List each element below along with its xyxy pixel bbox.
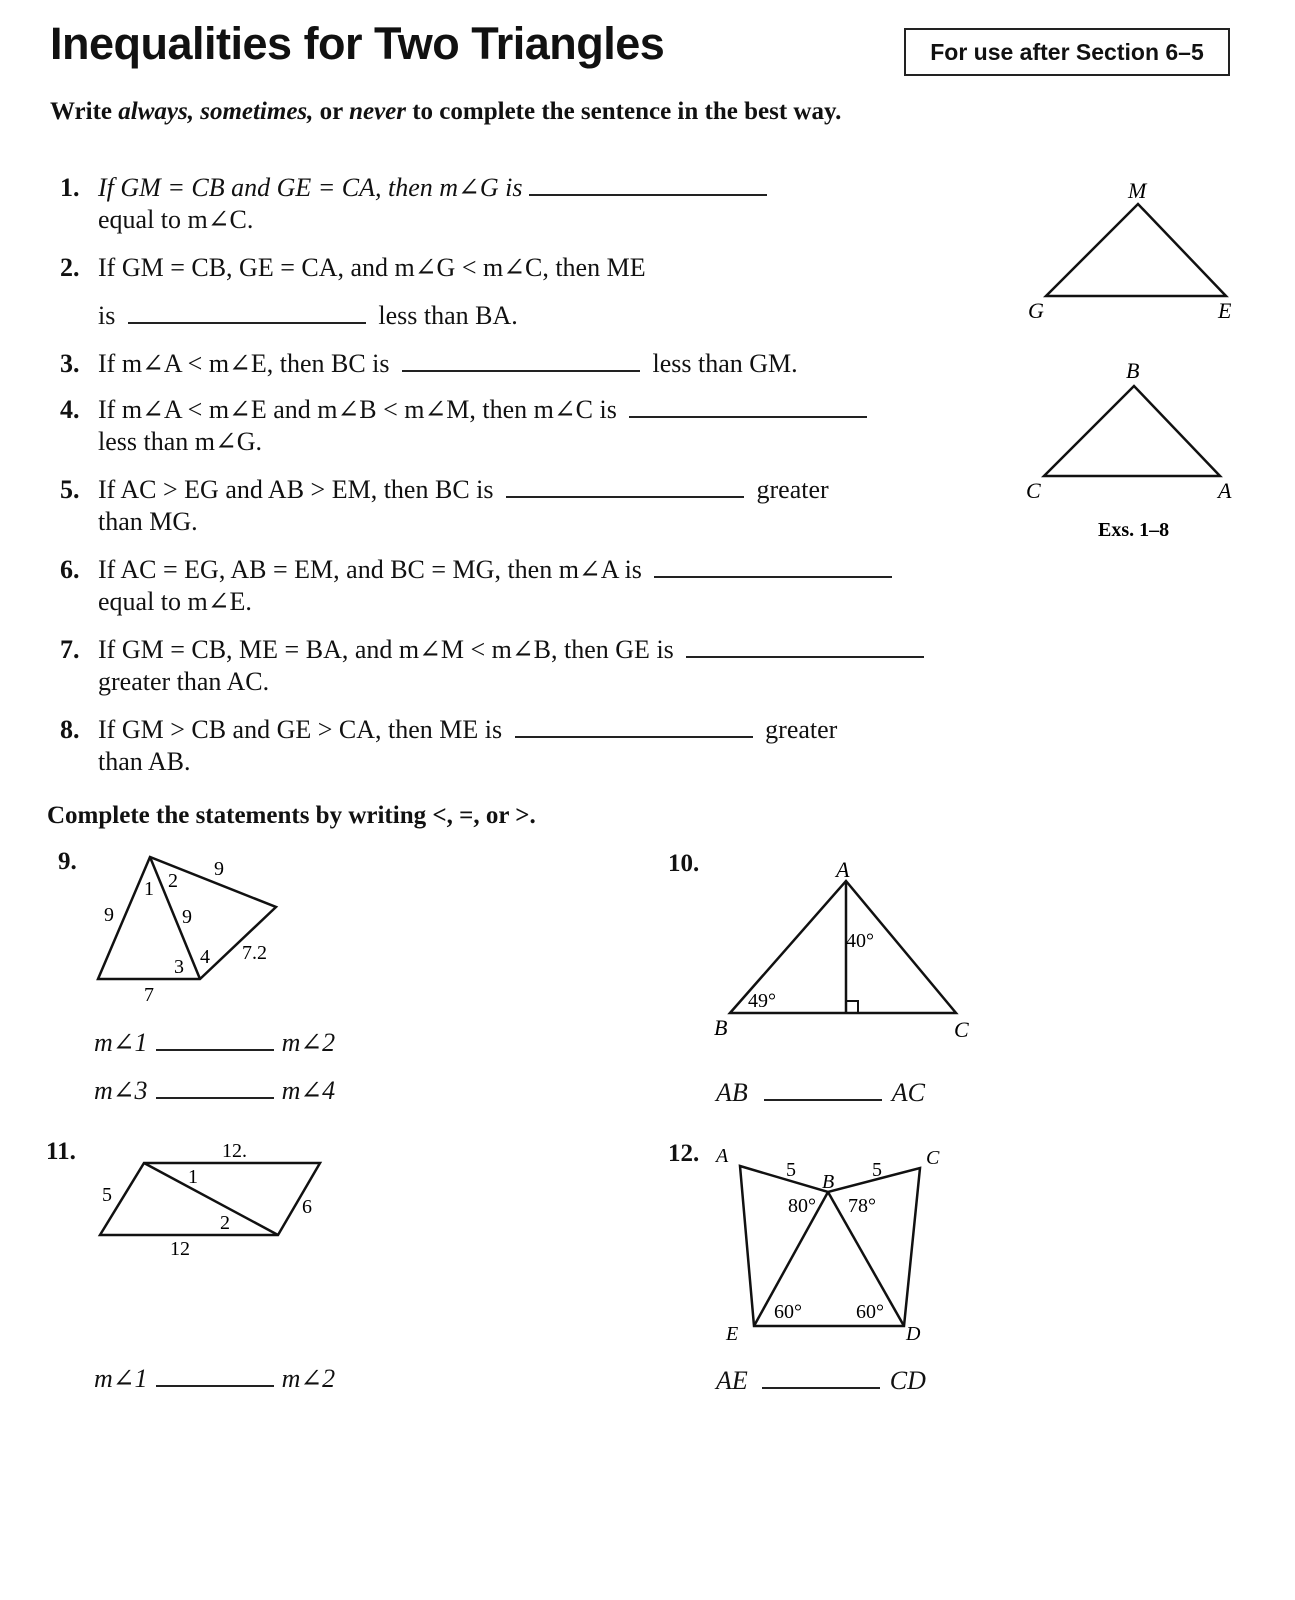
ex9-number: 9. xyxy=(58,848,77,875)
ex11-right: m∠2 xyxy=(281,1364,336,1393)
ex11-number: 11. xyxy=(46,1138,76,1165)
ex11-side-left: 5 xyxy=(102,1184,112,1206)
triangle-gme xyxy=(1028,178,1232,323)
ex11-angle1: 1 xyxy=(188,1166,198,1188)
q8-line2: than AB. xyxy=(98,747,191,776)
ex9-r2-right: m∠4 xyxy=(281,1076,336,1105)
ex9-angle4: 4 xyxy=(200,946,210,968)
triangle-gme-shape xyxy=(1046,204,1226,296)
instr-or: or xyxy=(319,98,343,125)
q2-answer-blank[interactable] xyxy=(128,304,366,324)
q6-number: 6. xyxy=(60,555,80,584)
instr-suffix: to complete the sentence in the best way. xyxy=(412,98,842,125)
q5-number: 5. xyxy=(60,475,80,504)
ex12-left: AE xyxy=(716,1366,748,1395)
ex9-side-top: 9 xyxy=(214,858,224,880)
ex12-blank[interactable] xyxy=(762,1369,880,1389)
ex12-angle-left: 80° xyxy=(788,1195,816,1217)
q8-pre: If GM > CB and GE > CA, then ME is xyxy=(98,715,503,744)
ex10-right-angle-mark xyxy=(846,1001,858,1013)
ex12-side-ab: 5 xyxy=(786,1159,796,1181)
q1-pre: If GM = CB and GE = CA, then m∠G is xyxy=(98,173,523,202)
q8-number: 8. xyxy=(60,715,80,744)
ex9-r2-left: m∠3 xyxy=(94,1076,148,1105)
ex12-label-c: C xyxy=(926,1147,940,1169)
ex10-angle-top: 40° xyxy=(846,930,874,952)
ex11-figure xyxy=(90,1135,340,1265)
ex12-label-d: D xyxy=(906,1323,921,1345)
instructions xyxy=(50,96,870,127)
q7-line2: greater than AC. xyxy=(98,667,270,696)
ex9-angle2: 2 xyxy=(168,870,178,892)
page-title: Inequalities for Two Triangles xyxy=(50,18,665,69)
q3-pre: If m∠A < m∠E, then BC is xyxy=(98,349,390,378)
ex9-r1-right: m∠2 xyxy=(281,1028,336,1057)
q4-pre: If m∠A < m∠E and m∠B < m∠M, then m∠C is xyxy=(98,395,617,424)
q3-post: less than GM. xyxy=(652,349,798,378)
instr-never: never xyxy=(349,98,406,125)
ex12-right: CD xyxy=(889,1366,926,1395)
ex11-left: m∠1 xyxy=(94,1364,148,1393)
q5-pre: If AC > EG and AB > EM, then BC is xyxy=(98,475,494,504)
q6-line2: equal to m∠E. xyxy=(98,587,252,616)
ex10-angle-b: 49° xyxy=(748,990,776,1012)
instr-always: always, xyxy=(118,98,194,125)
q8-answer-blank[interactable] xyxy=(515,718,753,738)
q4-line2: less than m∠G. xyxy=(98,427,263,456)
ex9-r1-blank[interactable] xyxy=(156,1031,274,1051)
ex10-number: 10. xyxy=(668,850,700,877)
q5-post: greater xyxy=(756,475,829,504)
q8-post: greater xyxy=(765,715,838,744)
ex10-left: AB xyxy=(716,1078,748,1107)
ex10-label-c: C xyxy=(954,1017,969,1042)
instr-prefix: Write xyxy=(50,98,119,125)
q2-is: is xyxy=(98,301,116,330)
ex12-label-b: B xyxy=(822,1171,835,1193)
ex11-angle2: 2 xyxy=(220,1212,230,1234)
q6-text xyxy=(98,554,892,586)
label-c: C xyxy=(1026,478,1041,503)
ex12-label-e: E xyxy=(726,1323,739,1345)
ex10-blank[interactable] xyxy=(764,1081,882,1101)
instr-sometimes: sometimes, xyxy=(200,98,314,125)
ex11-compare-row xyxy=(94,1364,335,1394)
q2-post: less than BA. xyxy=(378,301,518,330)
ex10-right: AC xyxy=(891,1078,925,1107)
ex9-compare-row1 xyxy=(94,1028,335,1058)
ex12-label-a: A xyxy=(716,1145,729,1167)
q6-pre: If AC = EG, AB = EM, and BC = MG, then m∠A is xyxy=(98,555,642,584)
label-e: E xyxy=(1218,298,1232,323)
ex9-angle1: 1 xyxy=(144,878,154,900)
q3-answer-blank[interactable] xyxy=(402,352,640,372)
q3-number: 3. xyxy=(60,349,80,378)
ex11-blank[interactable] xyxy=(156,1367,274,1387)
ex10-figure xyxy=(708,855,988,1055)
label-m: M xyxy=(1128,178,1147,203)
q4-number: 4. xyxy=(60,395,80,424)
ex11-diagonal xyxy=(144,1163,278,1235)
q4-answer-blank[interactable] xyxy=(629,398,867,418)
ex12-number: 12. xyxy=(668,1140,700,1167)
q7-pre: If GM = CB, ME = BA, and m∠M < m∠B, then GE is xyxy=(98,635,674,664)
ex12-angle-d: 60° xyxy=(856,1301,884,1323)
q4-text xyxy=(98,394,867,426)
ex12-figure xyxy=(708,1140,958,1350)
q7-answer-blank[interactable] xyxy=(686,638,924,658)
q1-line2: equal to m∠C. xyxy=(98,205,254,234)
ex10-label-a: A xyxy=(836,857,850,882)
q1-text xyxy=(98,172,767,204)
ex9-figure xyxy=(90,845,290,1005)
ex11-side-bottom: 12 xyxy=(170,1238,190,1260)
ex10-label-b: B xyxy=(714,1015,728,1040)
q5-text xyxy=(98,474,829,506)
q1-number: 1. xyxy=(60,173,80,202)
ex9-side-left: 9 xyxy=(104,904,114,926)
q8-text xyxy=(98,714,837,746)
ex9-angle3: 3 xyxy=(174,956,184,978)
q3-text xyxy=(98,348,798,380)
triangle-cba xyxy=(1026,358,1232,503)
q7-number: 7. xyxy=(60,635,80,664)
q7-text xyxy=(98,634,924,666)
q1-answer-blank[interactable] xyxy=(529,176,767,196)
ex10-compare-row xyxy=(716,1078,925,1108)
ex9-side-mid: 9 xyxy=(182,906,192,928)
ex11-side-right: 6 xyxy=(302,1196,312,1218)
triangle-cba-shape xyxy=(1044,386,1220,476)
part2-instruction: Complete the statements by writing <, =, or >. xyxy=(47,802,536,829)
label-b: B xyxy=(1126,358,1140,383)
ex9-side-bottom: 7 xyxy=(144,984,154,1005)
q6-answer-blank[interactable] xyxy=(654,558,892,578)
q2-line2 xyxy=(98,300,518,332)
ex9-r1-left: m∠1 xyxy=(94,1028,148,1057)
q5-answer-blank[interactable] xyxy=(506,478,744,498)
ex9-r2-blank[interactable] xyxy=(156,1079,274,1099)
ex12-side-bc: 5 xyxy=(872,1159,882,1181)
figure-exs-1-8 xyxy=(1020,170,1260,550)
label-a: A xyxy=(1218,478,1232,503)
ex12-angle-e: 60° xyxy=(774,1301,802,1323)
ex9-compare-row2 xyxy=(94,1076,335,1106)
figure-caption: Exs. 1–8 xyxy=(1098,519,1170,541)
section-badge: For use after Section 6–5 xyxy=(904,28,1230,76)
q2-number: 2. xyxy=(60,253,80,282)
ex11-side-top: 12. xyxy=(222,1140,247,1162)
label-g: G xyxy=(1028,298,1044,323)
q5-line2: than MG. xyxy=(98,507,198,536)
ex12-angle-right: 78° xyxy=(848,1195,876,1217)
ex12-compare-row xyxy=(716,1366,926,1396)
ex9-side-right: 7.2 xyxy=(242,942,267,964)
q2-text: If GM = CB, GE = CA, and m∠G < m∠C, then ME xyxy=(98,253,646,282)
